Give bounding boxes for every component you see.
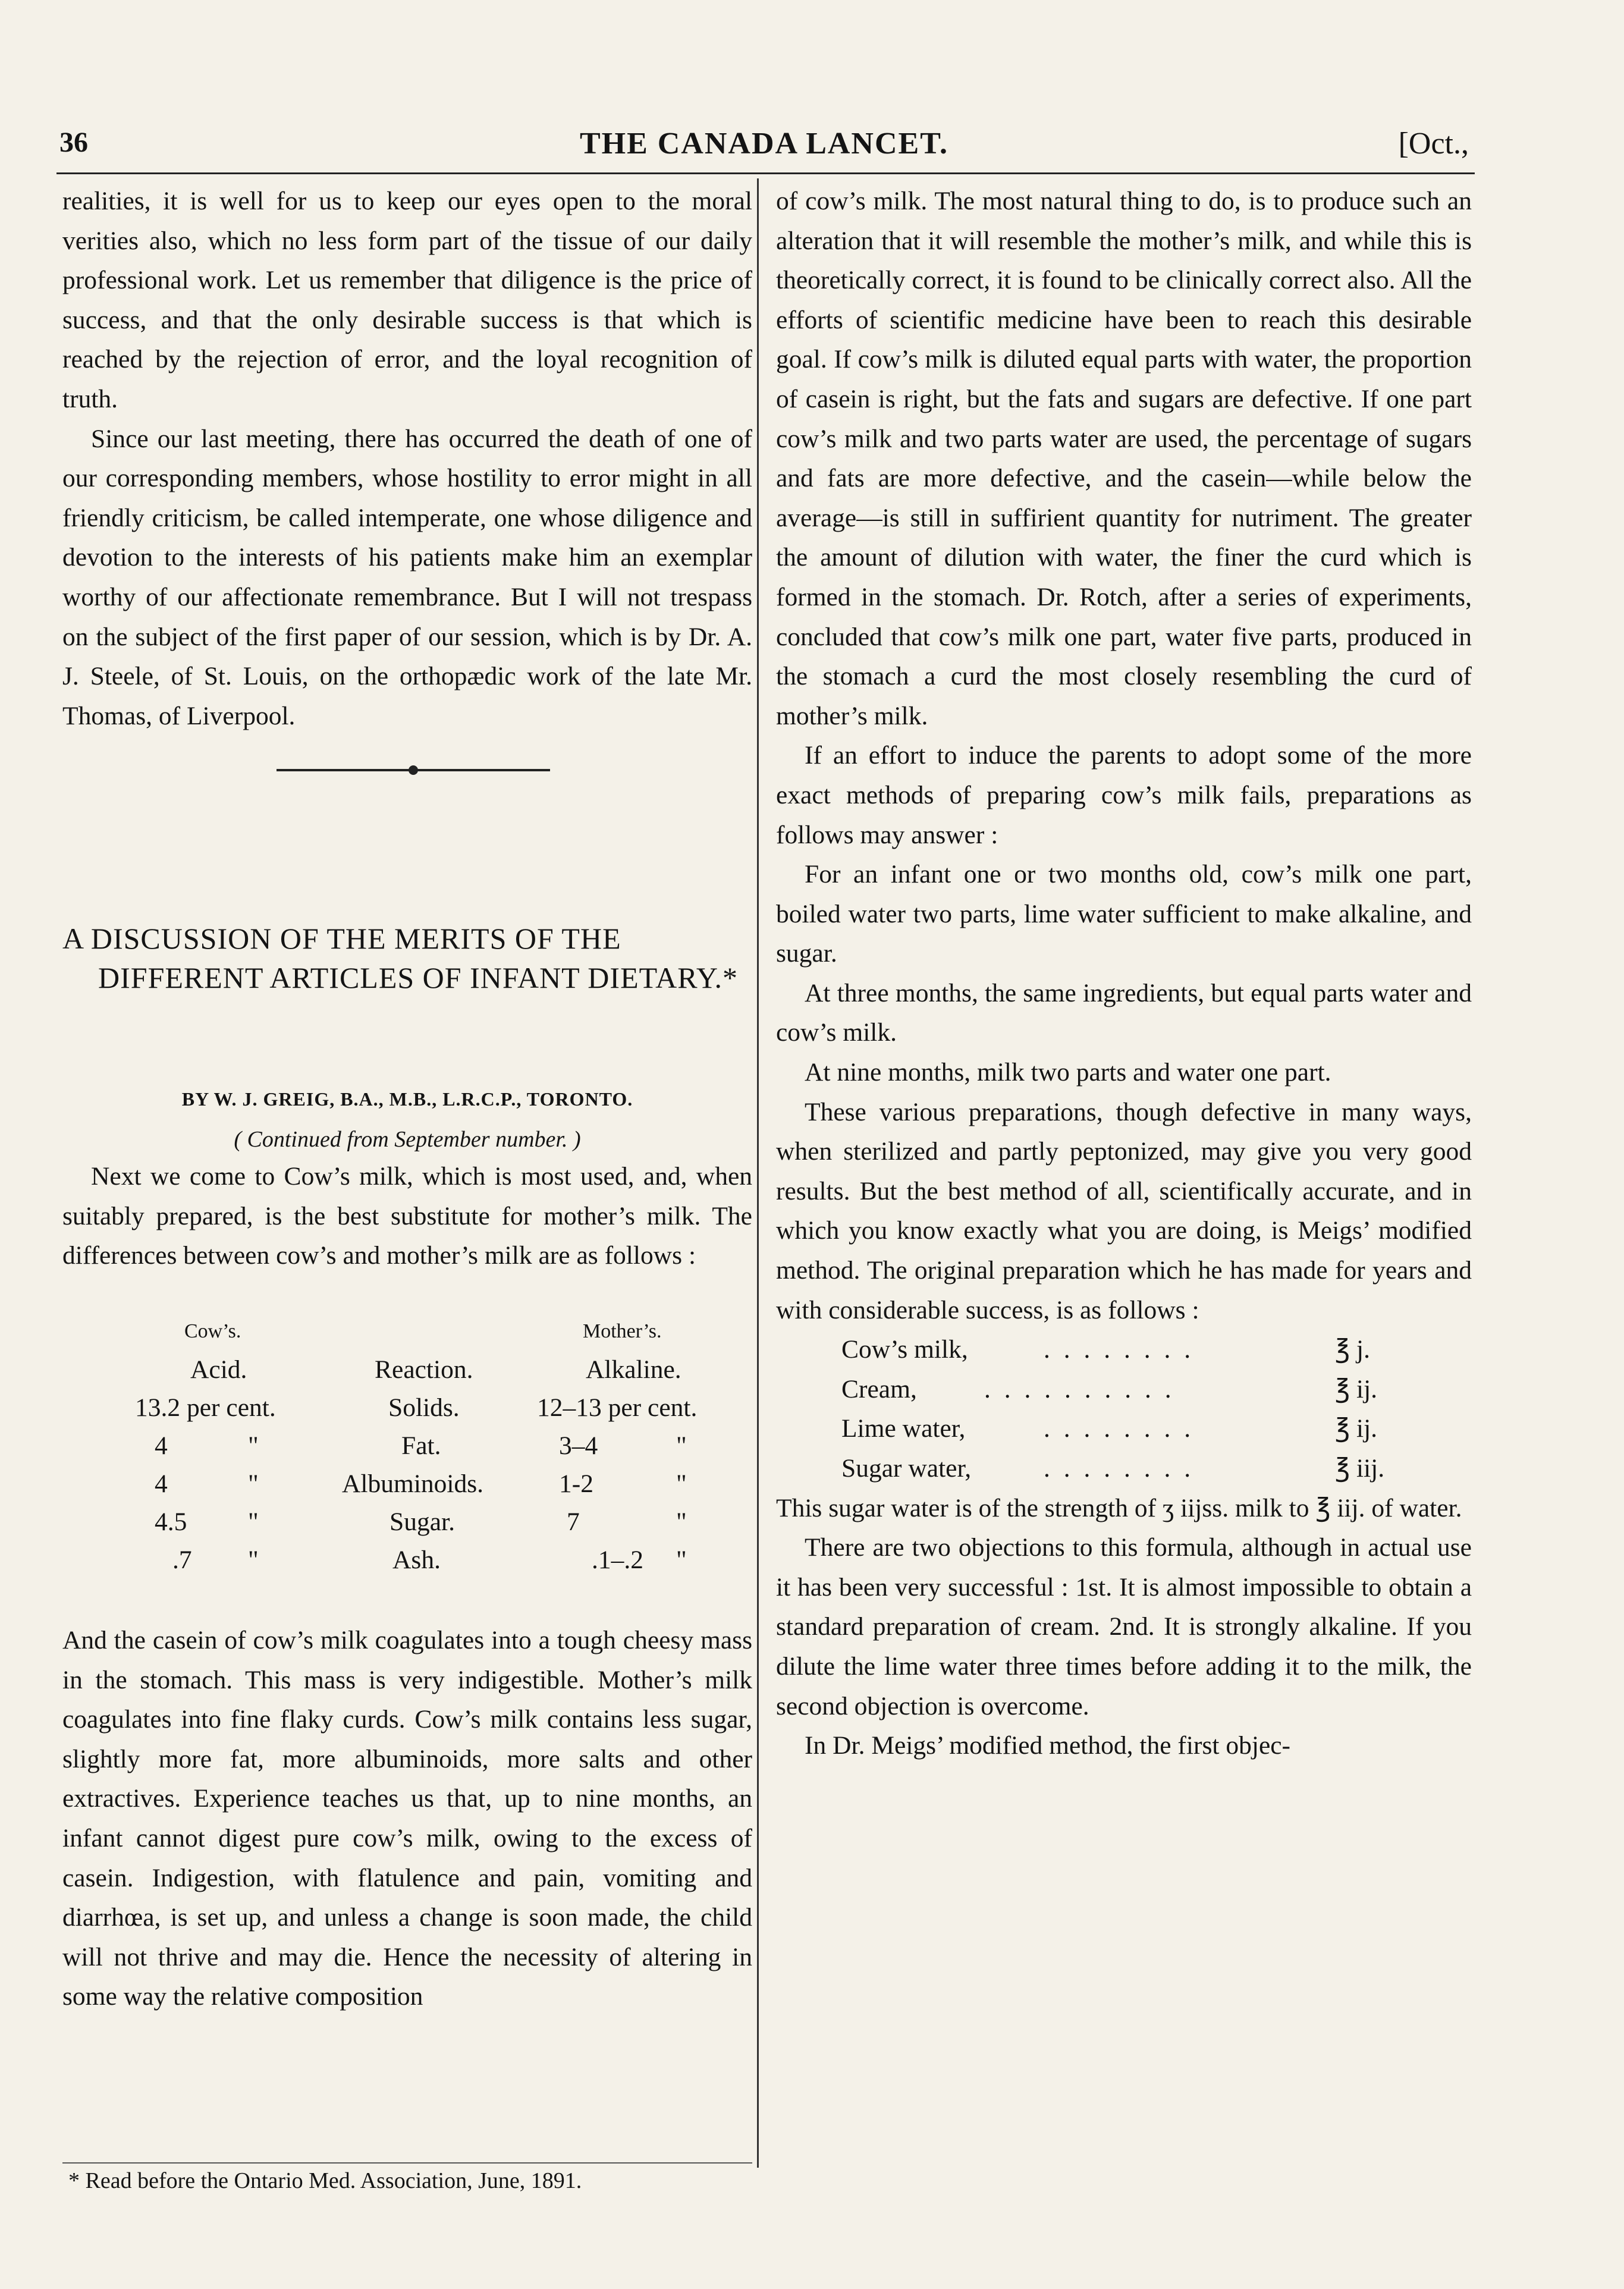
meigs-recipe [776, 1330, 1472, 1488]
table-header-row [62, 1320, 752, 1355]
page-number: 36 [59, 127, 88, 158]
header-rule [56, 172, 1475, 174]
article-title-line-2: DIFFERENT ARTICLES OF INFANT DIETARY.* [98, 961, 739, 994]
footnote: * Read before the Ontario Med. Association, June, 1891. [68, 2168, 582, 2193]
article-title-line-1: A DISCUSSION OF THE MERITS OF THE [62, 922, 621, 955]
recipe-row: Lime water, . . . . . . . . ℥ ij. [841, 1414, 1378, 1443]
table-row: .7 " Ash. .1–.2 " [172, 1546, 687, 1574]
author-byline: BY W. J. GREIG, B.A., M.B., L.R.C.P., TORONTO. [181, 1088, 633, 1110]
table-row: 4.5 " Sugar. 7 " [155, 1508, 687, 1536]
recipe-row: Cream, . . . . . . . . . . ℥ ij. [841, 1374, 1378, 1403]
header-mothers: Mother’s. [583, 1320, 662, 1342]
paragraph: In Dr. Meigs’ modified method, the first objec- [805, 1731, 1291, 1760]
milk-comparison-table [62, 1320, 752, 1583]
paragraph: There are two objections to this formula, although in actual use it has been very successful : 1st. It is almost impossible to obtain a standard preparation of cream. 2nd. It is strongly alkaline. If you dilute the lime water three times before adding it to the milk, the second objection is overcome. [776, 1533, 1472, 1720]
paragraph: of cow’s milk. The most natural thing to do, is to produce such an alteration that it will resemble the mother’s milk, and while this is theoretically correct, it is found to be clinically correct also. All the efforts of scientific medicine have been to reach this desirable goal. If cow’s milk is diluted equal parts with water, the proportion of casein is right, but the fats and sugars are defective. If one part cow’s milk and two parts water are used, the percentage of sugars and fats are more defective, and the casein—while below the average—is still in suffirient quantity for nutriment. The greater the amount of dilution with water, the finer the curd which is formed in the stomach. Dr. Rotch, after a series of experiments, concluded that cow’s milk one part, water five parts, produced in the stomach a curd the most closely resembling the curd of mother’s milk. [776, 187, 1472, 730]
paragraph: If an effort to induce the parents to adopt some of the more exact methods of preparing cow’s milk fails, preparations as follows may answer : [776, 741, 1472, 849]
paragraph: This sugar water is of the strength of ʒ iijss. milk to ℥ iij. of water. [776, 1493, 1462, 1522]
paragraph: Since our last meeting, there has occurred the death of one of our corresponding members, whose hostility to error might in all friendly criticism, be called intemperate, one whose diligence and devotion to the interests of his patients make him an exemplar worthy of our affectionate remembrance. But I will not trespass on the subject of the first paper of our session, which is by Dr. A. J. Steele, of St. Louis, on the orthopædic work of the late Mr. Thomas, of Liverpool. [62, 424, 752, 730]
recipe-row: Cow’s milk, . . . . . . . . ℥ j. [841, 1335, 1370, 1364]
paragraph: And the casein of cow’s milk coagulates into a tough cheesy mass in the stomach. This mass is very indigestible. Mother’s milk coagulates into fine flaky curds. Cow’s milk contains less sugar, slightly more fat, more albuminoids, more salts and other extractives. Experience teaches us that, up to nine months, an infant cannot digest pure cow’s milk, owing to the excess of casein. Indigestion, with flatulence and pain, vomiting and diarrhœa, is set up, and unless a change is soon made, the child will not thrive and may die. Hence the necessity of altering in some way the relative composition [62, 1626, 752, 2011]
paragraph: At nine months, milk two parts and water one part. [805, 1058, 1331, 1087]
table-row: Acid. Reaction. Alkaline. [190, 1355, 681, 1384]
recipe-row: Sugar water, . . . . . . . . ℥ iij. [841, 1454, 1385, 1483]
paragraph: For an infant one or two months old, cow’s milk one part, boiled water two parts, lime water sufficient to make alkaline, and sugar. [776, 860, 1472, 968]
issue-month: [Oct., [1398, 127, 1469, 161]
paragraph: Next we come to Cow’s milk, which is most used, and, when suitably prepared, is the best substitute for mother’s milk. The differences between cow’s and mother’s milk are as follows : [62, 1162, 752, 1270]
table-row: 13.2 per cent. Solids. 12–13 per cent. [135, 1393, 698, 1422]
footnote-rule [62, 2162, 752, 2164]
journal-title: THE CANADA LANCET. [579, 127, 949, 161]
article-title [62, 919, 752, 997]
header-cows: Cow’s. [184, 1320, 241, 1342]
right-column [776, 181, 1472, 1766]
column-divider [757, 178, 759, 2168]
running-header [59, 126, 1469, 162]
paragraph: realities, it is well for us to keep our eyes open to the moral verities also, which no less form part of the tissue of our daily professional work. Let us remember that diligence is the price of success, and that the only desirable success is that which is reached by the rejection of error, and the loyal recognition of truth. [62, 187, 752, 413]
table-row: 4 " Albuminoids. 1-2 " [155, 1470, 687, 1498]
continued-note: ( Continued from September number. ) [234, 1127, 581, 1152]
paragraph: At three months, the same ingredients, but equal parts water and cow’s milk. [776, 978, 1472, 1047]
table-row: 4 " Fat. 3–4 " [155, 1431, 687, 1460]
paragraph: These various preparations, though defective in many ways, when sterilized and partly peptonized, may give you very good results. But the best method of all, scientifically accurate, and in which you know exactly what you are doing, is Meigs’ modified method. The original preparation which he has made for years and with considerable success, is as follows : [776, 1097, 1472, 1324]
